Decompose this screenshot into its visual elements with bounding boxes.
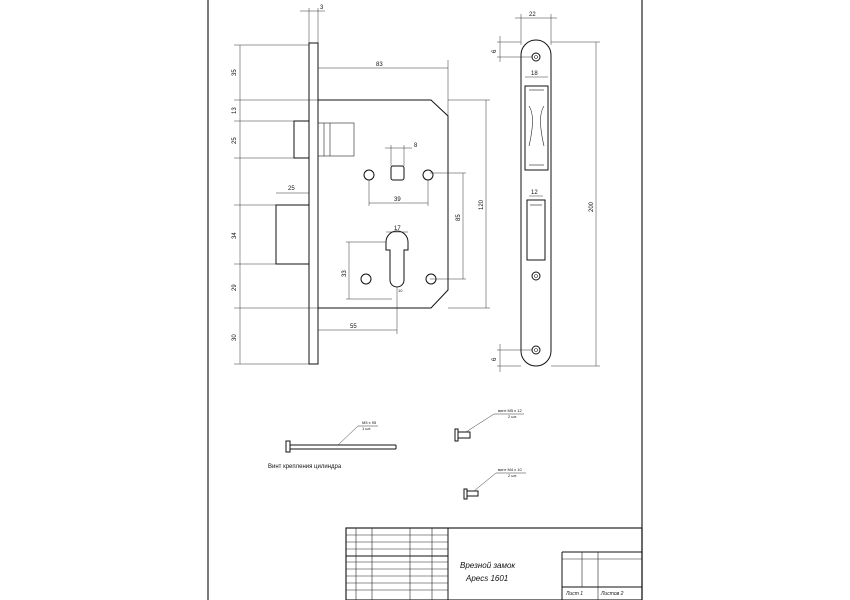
faceplate-cyl-screw bbox=[532, 272, 540, 280]
screw-m5x12-label: винт M5 x 12 bbox=[498, 408, 522, 413]
latch-window bbox=[525, 86, 548, 170]
drawing-title-line1: Врезной замок bbox=[460, 561, 516, 570]
sheets-total: Листов 2 bbox=[601, 591, 624, 597]
latch-housing bbox=[318, 123, 354, 156]
dim-faceplate-length: 200 bbox=[589, 201, 595, 212]
cylinder-screw bbox=[268, 420, 396, 470]
screw-m4x10 bbox=[464, 467, 526, 499]
spindle-hole bbox=[391, 166, 404, 180]
latch-bolt bbox=[294, 121, 309, 158]
title-block bbox=[346, 528, 642, 600]
dead-bolt bbox=[276, 205, 309, 264]
drawing-title-line2: Apecs 1601 bbox=[466, 574, 509, 583]
faceplate-side bbox=[309, 43, 318, 364]
dim-center-distance: 85 bbox=[456, 214, 462, 221]
bolt-window bbox=[527, 200, 545, 260]
dim-screw-hole-top: 6 bbox=[492, 49, 498, 53]
dim-bolt-projection: 25 bbox=[288, 186, 295, 192]
cylinder-screw-label: M5 x 95 bbox=[362, 420, 377, 425]
dim-cylinder-height: 33 bbox=[342, 270, 348, 277]
dim-faceplate-thickness: 3 bbox=[320, 5, 324, 11]
mount-hole-left bbox=[364, 170, 374, 180]
dim-faceplate-width: 22 bbox=[529, 12, 536, 18]
dim-backset: 55 bbox=[350, 324, 357, 330]
dim-bolt-height: 34 bbox=[232, 232, 238, 239]
cylinder-screw-caption: Винт крепления цилиндра bbox=[268, 464, 342, 470]
dim-latch-offset-top: 35 bbox=[232, 69, 238, 76]
sheet-number: Лист 1 bbox=[566, 591, 584, 597]
dim-cylinder-width: 17 bbox=[394, 226, 401, 232]
dim-cyl-to-bolt: 29 bbox=[232, 284, 238, 291]
dim-latch-gap: 13 bbox=[232, 107, 238, 114]
dim-screw-hole-bottom: 6 bbox=[492, 357, 498, 361]
lock-side-view bbox=[232, 5, 490, 364]
lock-body-outline bbox=[318, 100, 448, 308]
faceplate-front-view bbox=[492, 12, 600, 372]
faceplate-screw-top bbox=[532, 53, 540, 61]
screw-m4x10-label: винт M4 x 10 bbox=[498, 467, 522, 472]
dim-spindle-size: 8 bbox=[414, 143, 418, 149]
dim-bottom-margin: 30 bbox=[232, 334, 238, 341]
screw-m4x10-qty: 2 шт. bbox=[508, 473, 518, 478]
cylinder-screw-qty: 1 шт. bbox=[362, 426, 372, 431]
dim-latch-height: 25 bbox=[232, 137, 238, 144]
mount-hole-bottom-left bbox=[361, 274, 371, 284]
faceplate-screw-bottom bbox=[532, 346, 540, 354]
mount-hole-right bbox=[423, 170, 433, 180]
screw-m5x12-qty: 2 шт. bbox=[508, 414, 518, 419]
screw-m5x12 bbox=[455, 408, 524, 441]
cylinder-cutout bbox=[386, 231, 408, 287]
dim-spindle-holes: 39 bbox=[394, 197, 401, 203]
dim-faceplate-inner-width: 18 bbox=[531, 71, 538, 77]
dim-cylinder-radius: 10 bbox=[398, 288, 403, 293]
dim-body-depth: 83 bbox=[376, 62, 383, 68]
dim-strike-inner: 12 bbox=[531, 190, 538, 196]
dim-body-height: 120 bbox=[479, 199, 485, 210]
